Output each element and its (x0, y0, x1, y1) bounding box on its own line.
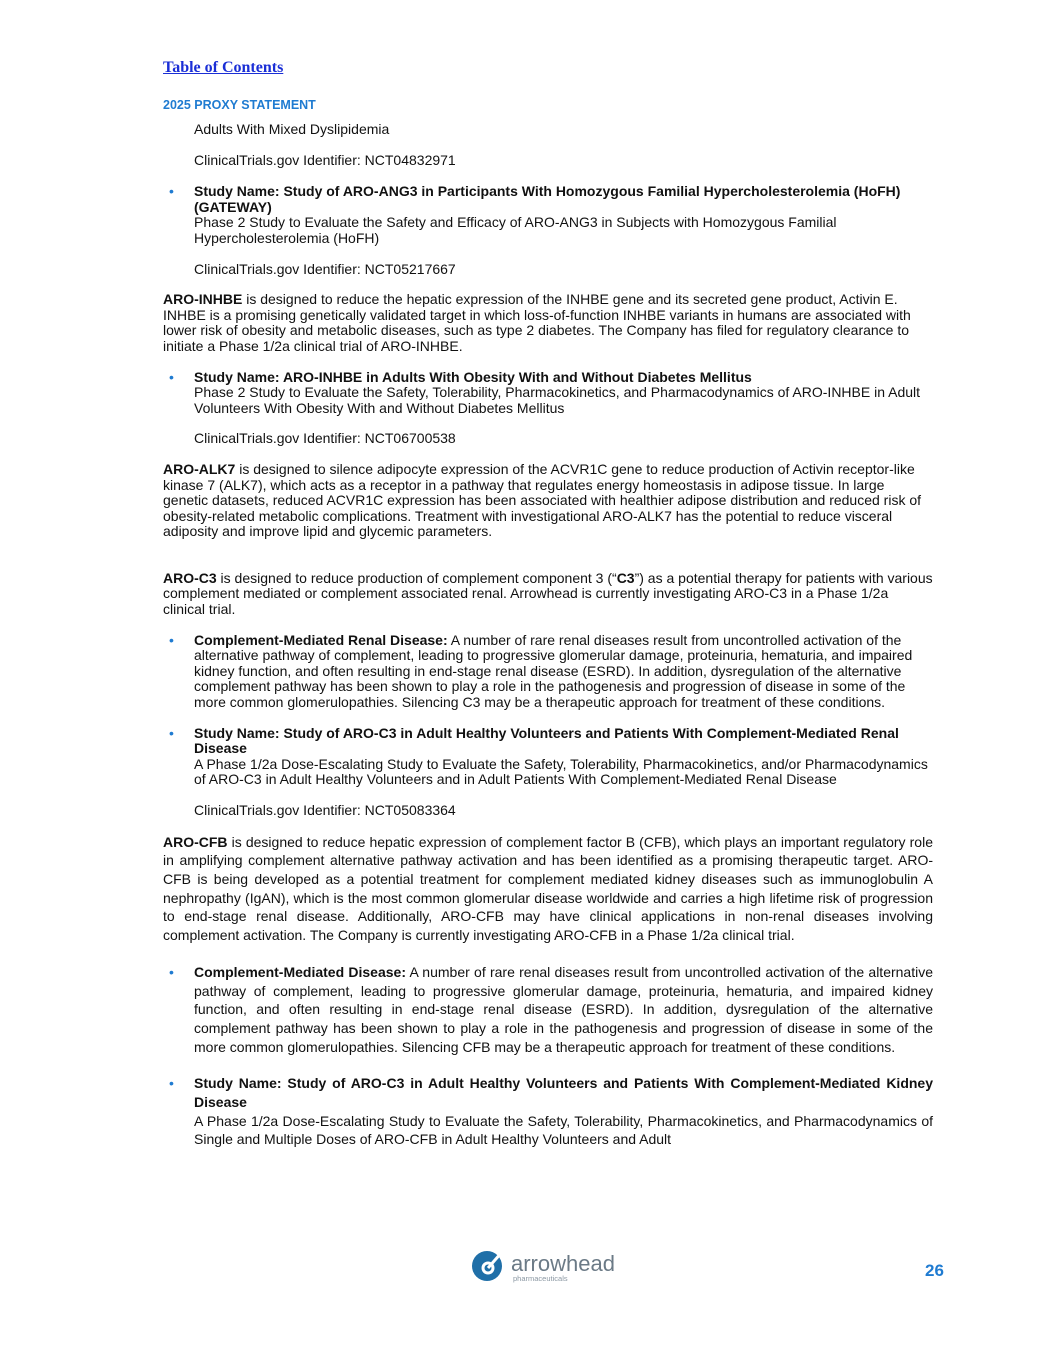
list-item (163, 726, 933, 788)
list-item: • Complement-Mediated Disease: A number of rare renal diseases result from uncontrolled activation of the alternative pathway of complement, leading to progressive glomerular damage, proteinuria, hematuria, and impaired kidney function, and often resulting in end-stage renal disease (ESRD). In addition, dysregulation of the alternative complement pathway has been shown to play a role in the pathogenesis and progression of disease in some of the more common glomerulopathies. Silencing CFB may be a therapeutic approach for treatment of these conditions. (163, 963, 933, 1057)
study-name: Study Name: Study of ARO-C3 in Adult Healthy Volunteers and Patients With Complement-Mediated Kidney Disease (194, 1075, 933, 1111)
logo-subtitle: pharmaceuticals (513, 1274, 568, 1283)
table-of-contents-link[interactable]: Table of Contents (163, 59, 284, 76)
trial-identifier: ClinicalTrials.gov Identifier: NCT06700538 (194, 430, 456, 447)
program-name: ARO-CFB (163, 833, 228, 850)
program-name: ARO-ALK7 (163, 460, 236, 477)
continued-trial-title: Adults With Mixed Dyslipidemia (194, 121, 390, 137)
study-name: Study Name: ARO-INHBE in Adults With Obesity With and Without Diabetes Mellitus (194, 368, 752, 385)
program-name: ARO-C3 (163, 569, 217, 586)
disease-label: Complement-Mediated Disease: (194, 963, 406, 980)
study-name: Study Name: Study of ARO-ANG3 in Participants With Homozygous Familial Hypercholesterolemia (HoFH) (GATEWAY) (194, 183, 901, 215)
study-description: Phase 2 Study to Evaluate the Safety, Tolerability, Pharmacokinetics, and Pharmacodynamics of ARO-INHBE in Adult Volunteers With Obesity With and Without Diabetes Mellitus (194, 384, 921, 416)
trial-identifier: ClinicalTrials.gov Identifier: NCT05217667 (194, 260, 456, 277)
program-name: ARO-INHBE (163, 291, 243, 308)
logo-wordmark: arrowhead (511, 1251, 615, 1276)
paragraph-aro-c3: ARO-C3 is designed to reduce production of complement component 3 (“C3”) as a potential therapy for patients with various complement mediated or complement associated renal. Arrowhead is currently investigating ARO-C3 in a Phase 1/2a clinical trial. (163, 569, 933, 618)
document-body (163, 122, 933, 1149)
study-name: Study Name: Study of ARO-C3 in Adult Healthy Volunteers and Patients With Complement-Mediated Renal Disease (194, 724, 899, 757)
paragraph-aro-alk7: ARO-ALK7 is designed to silence adipocyte expression of the ACVR1C gene to reduce production of Activin receptor-like kinase 7 (ALK7), which acts as a receptor in a pathway that regulates energy homeostasis in adipose tissue. In large genetic datasets, reduced ACVR1C expression has been associated with healthier adipose distribution and reduced risk of obesity-related metabolic complications. Treatment with investigational ARO-ALK7 has the potential to reduce visceral adiposity and improve lipid and glycemic parameters. (163, 460, 922, 540)
list-item (163, 370, 933, 417)
page-number: 26 (925, 1261, 944, 1280)
study-description: Phase 2 Study to Evaluate the Safety and Efficacy of ARO-ANG3 in Subjects with Homozygous Familial Hypercholesterolemia (HoFH) (194, 214, 837, 246)
paragraph-aro-cfb: ARO-CFB is designed to reduce hepatic expression of complement factor B (CFB), which plays an important regulatory role in amplifying complement alternative pathway activation and has been identified as a promising therapeutic target. ARO-CFB is being developed as a potential treatment for complement mediated kidney diseases such as immunoglobulin A nephropathy (IgAN), which is the most common glomerular disease worldwide and carries a high lifetime risk of progression to end-stage renal disease. Additionally, ARO-CFB may have clinical applications in non-renal diseases involving complement activation. The Company is currently investigating ARO-CFB in a Phase 1/2a clinical trial. (163, 833, 933, 944)
list-item (163, 1074, 933, 1149)
study-description: A Phase 1/2a Dose-Escalating Study to Evaluate the Safety, Tolerability, Pharmacokinetics, and/or Pharmacodynamics of ARO-C3 in Adult Healthy Volunteers and in Adult Patients With Complement-Mediated Renal Disease (194, 755, 928, 788)
study-description: A Phase 1/2a Dose-Escalating Study to Evaluate the Safety, Tolerability, Pharmacokinetics, and Pharmacodynamics of Single and Multiple Doses of ARO-CFB in Adult Healthy Volunteers and Adult (194, 1112, 933, 1148)
continued-trial-identifier: ClinicalTrials.gov Identifier: NCT04832971 (194, 151, 456, 168)
list-item: • Complement-Mediated Renal Disease: A number of rare renal diseases result from uncontrolled activation of the alternative pathway of complement, leading to progressive glomerular damage, proteinuria, hematuria, and impaired kidney function, and often resulting in end-stage renal disease (ESRD). In addition, dysregulation of the alternative complement pathway has been shown to play a role in the pathogenesis and progression of disease in some of the more common glomerulopathies. Silencing C3 may be a therapeutic approach for treatment of these conditions. (163, 633, 933, 711)
arrowhead-logo (472, 1250, 624, 1284)
proxy-statement-label: 2025 PROXY STATEMENT (163, 98, 316, 112)
list-item (163, 184, 933, 246)
paragraph-aro-inhbe: ARO-INHBE is designed to reduce the hepatic expression of the INHBE gene and its secreted gene product, Activin E. INHBE is a promising genetically validated target in which loss-of-function INHBE variants in humans are associated with lower risk of obesity and metabolic diseases, such as type 2 diabetes. The Company has filed for regulatory clearance to initiate a Phase 1/2a clinical trial of ARO-INHBE. (163, 291, 911, 354)
disease-label: Complement-Mediated Renal Disease: (194, 631, 448, 648)
trial-identifier: ClinicalTrials.gov Identifier: NCT05083364 (194, 802, 456, 818)
